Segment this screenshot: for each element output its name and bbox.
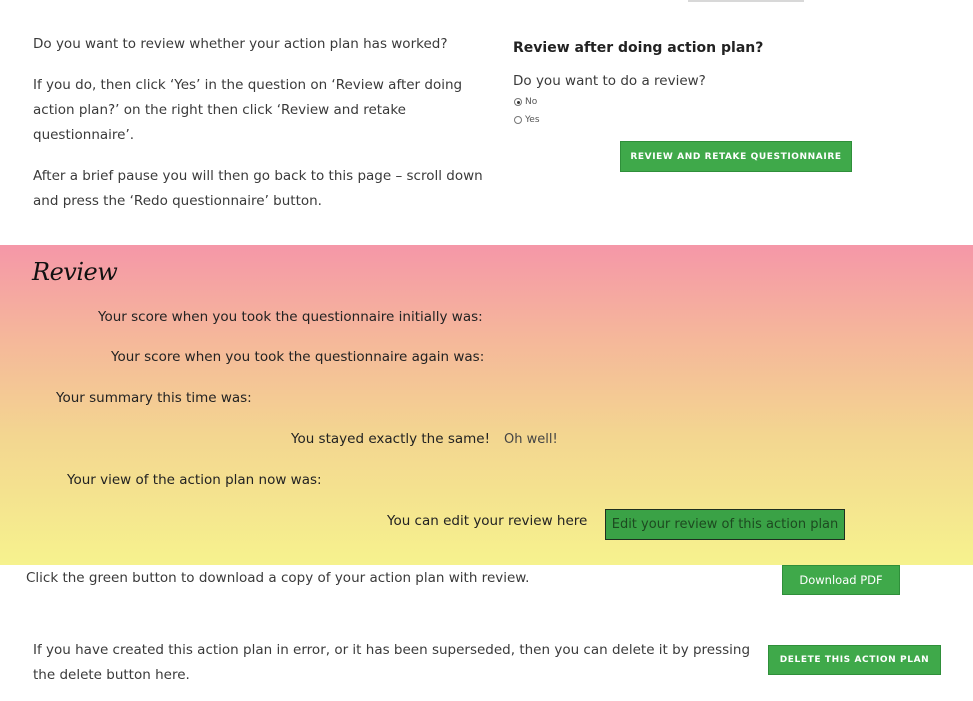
delete-instructions-line-2: the delete button here. <box>33 667 190 683</box>
edit-review-button[interactable]: Edit your review of this action plan <box>605 509 845 540</box>
summary-result: You stayed exactly the same! <box>291 431 491 447</box>
radio-yes-button[interactable] <box>514 116 522 124</box>
delete-instructions-line-1: If you have created this action plan in error, or it has been superseded, then you can delete it by pressing <box>33 642 751 658</box>
radio-option-no[interactable] <box>514 97 537 107</box>
intro-paragraph-2-line-2: action plan?’ on the right then click ‘Review and retake <box>33 102 406 118</box>
radio-no-button[interactable] <box>514 98 522 106</box>
edit-review-prompt: You can edit your review here <box>387 513 588 529</box>
radio-no-label: No <box>525 97 538 107</box>
review-title: Review <box>32 258 118 286</box>
view-label: Your view of the action plan now was: <box>67 472 322 488</box>
download-pdf-button[interactable]: Download PDF <box>782 565 900 595</box>
summary-comment: Oh well! <box>504 432 558 447</box>
top-edge-strip <box>688 0 804 2</box>
radio-option-yes[interactable] <box>514 115 540 125</box>
intro-paragraph-2-line-1: If you do, then click ‘Yes’ in the question on ‘Review after doing <box>33 77 463 93</box>
delete-action-plan-button[interactable]: DELETE THIS ACTION PLAN <box>768 645 941 675</box>
summary-label: Your summary this time was: <box>56 390 252 406</box>
review-question: Do you want to do a review? <box>513 73 706 89</box>
intro-paragraph-2-line-3: questionnaire’. <box>33 127 135 143</box>
review-and-retake-button[interactable]: REVIEW AND RETAKE QUESTIONNAIRE <box>620 141 852 172</box>
intro-paragraph-1: Do you want to review whether your action plan has worked? <box>33 36 448 52</box>
radio-yes-label: Yes <box>525 115 540 125</box>
score-again-label: Your score when you took the questionnaire again was: <box>111 349 485 365</box>
score-initial-label: Your score when you took the questionnaire initially was: <box>98 309 483 325</box>
download-instructions: Click the green button to download a copy of your action plan with review. <box>26 570 530 586</box>
intro-paragraph-3-line-1: After a brief pause you will then go back to this page – scroll down <box>33 168 483 184</box>
intro-paragraph-3-line-2: and press the ‘Redo questionnaire’ button. <box>33 193 322 209</box>
review-form-heading: Review after doing action plan? <box>513 40 764 56</box>
